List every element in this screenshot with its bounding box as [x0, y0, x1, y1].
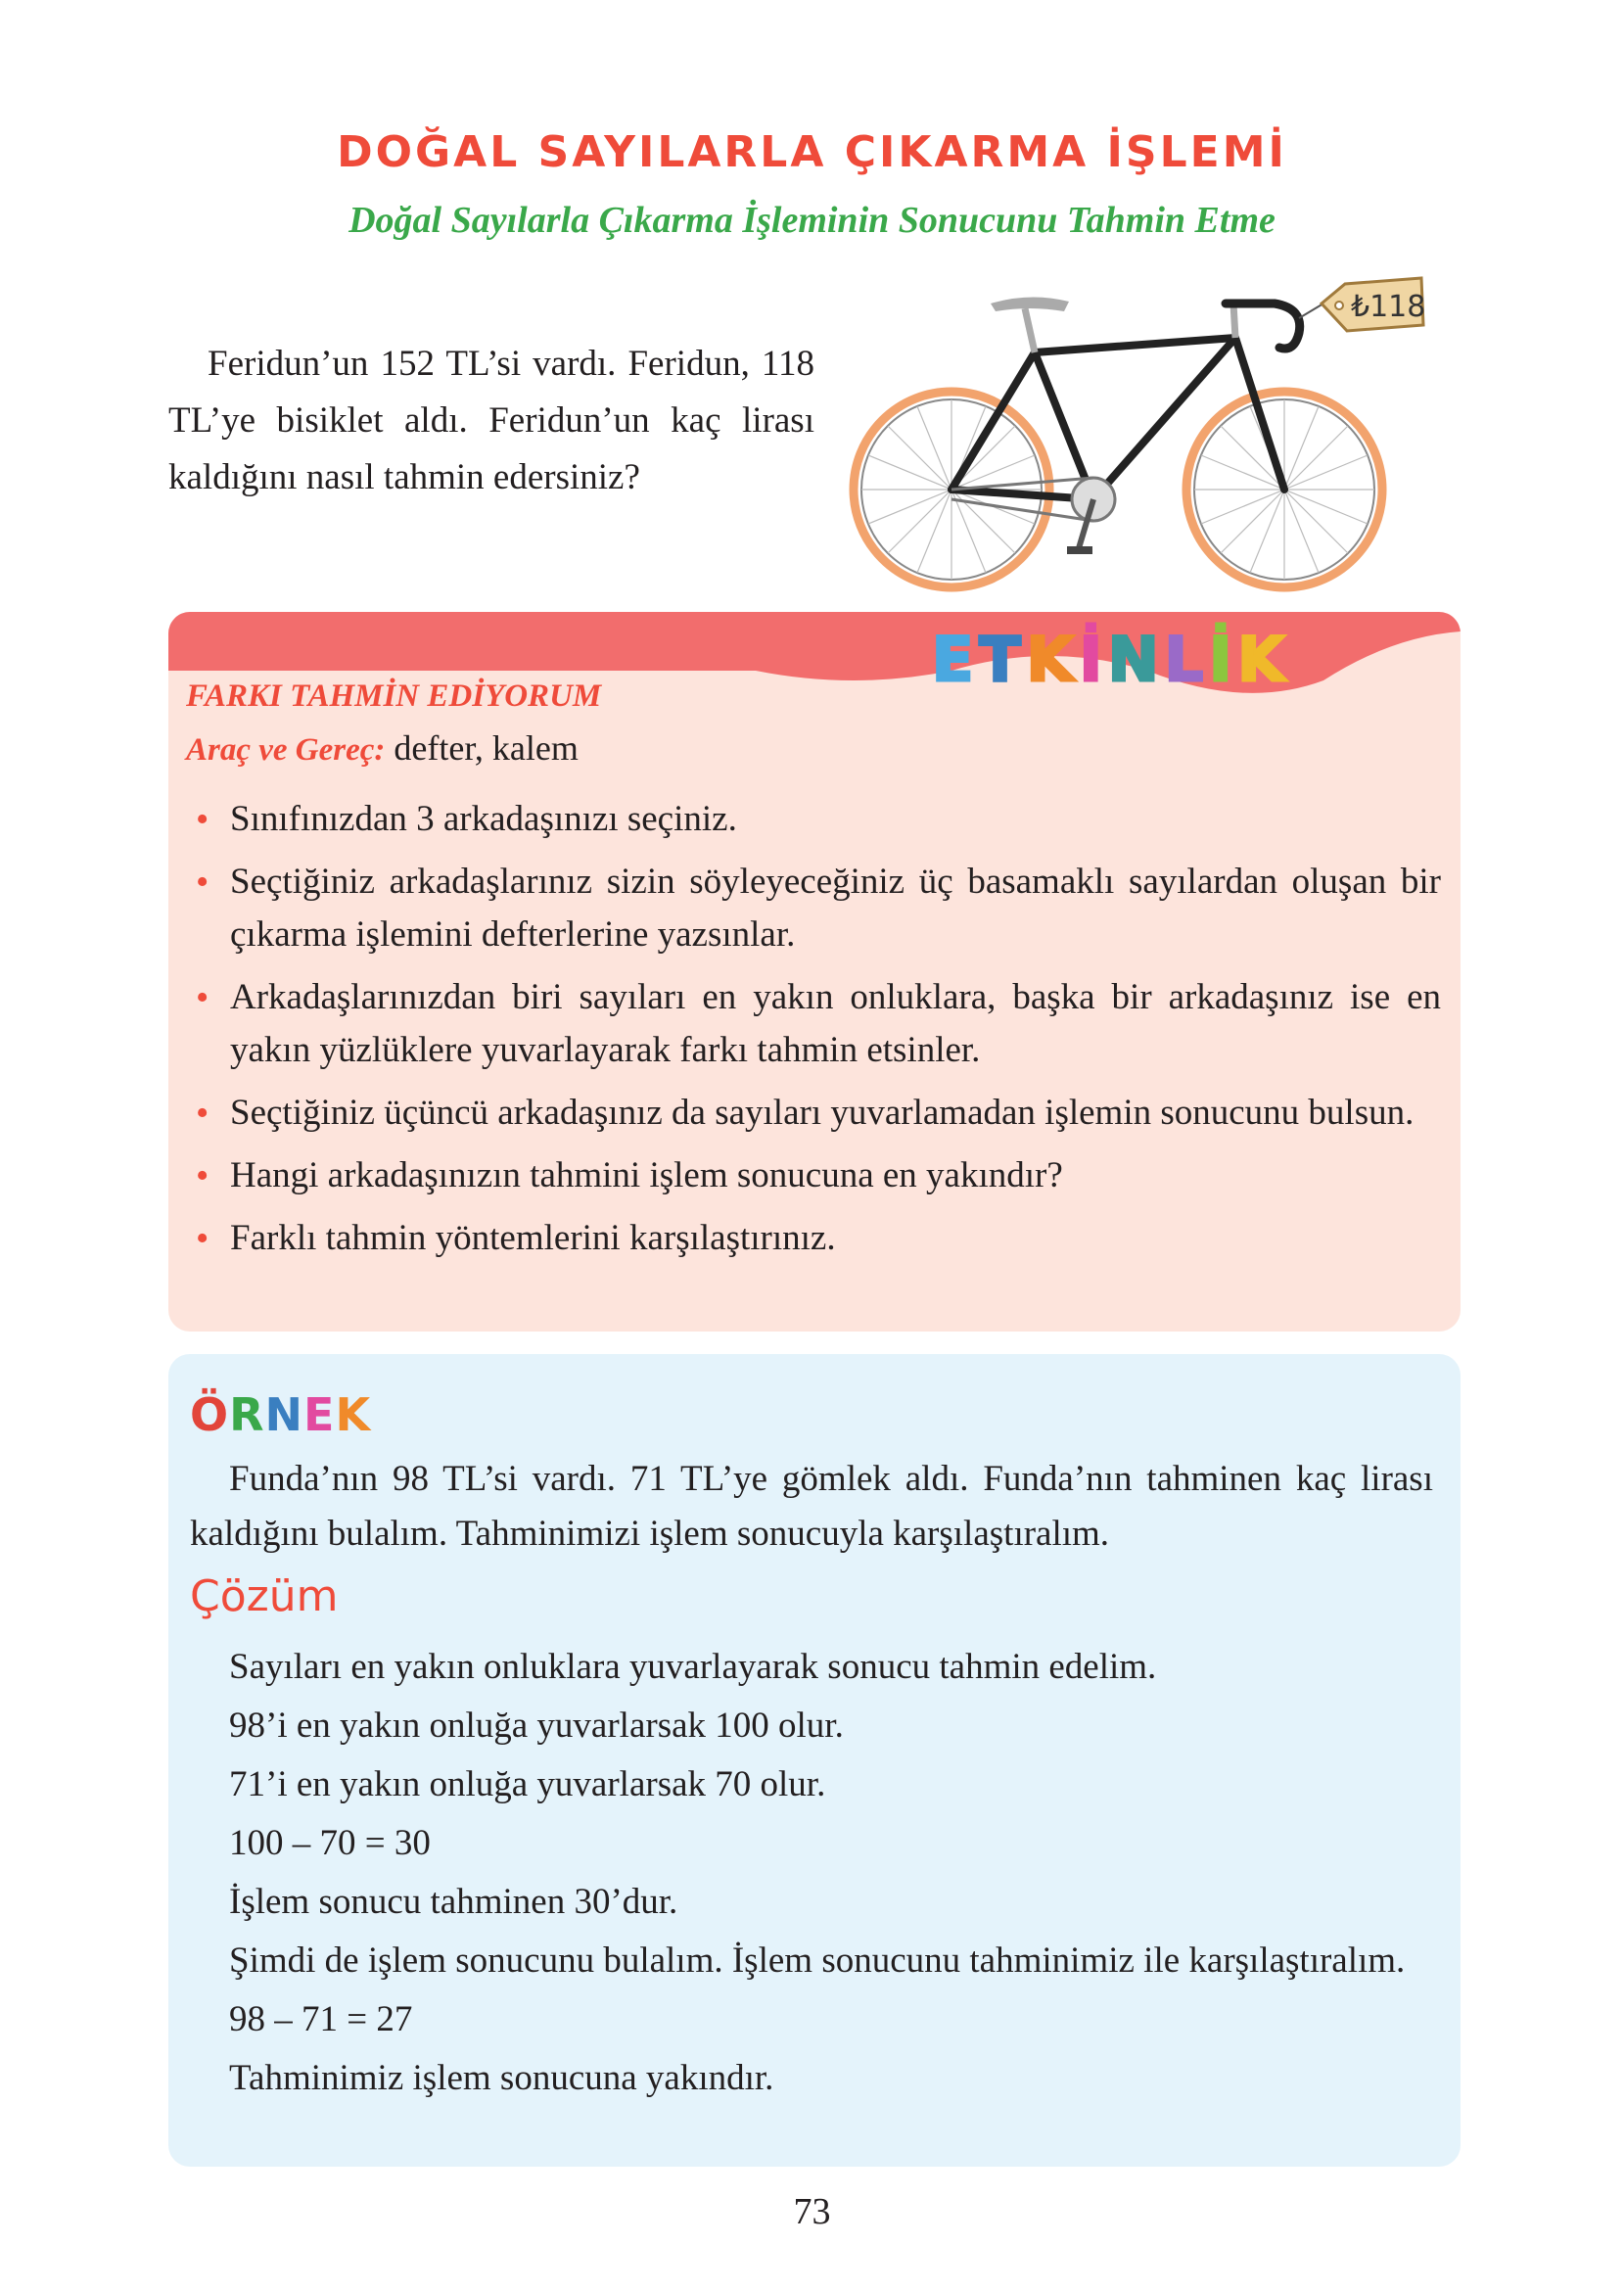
ornek-letter: N — [264, 1388, 304, 1441]
solution-step: 98’i en yakın onluğa yuvarlarsak 100 olur. — [229, 1706, 844, 1746]
ornek-letter: Ö — [190, 1388, 230, 1441]
ornek-text — [190, 1452, 1433, 1562]
tools-value: defter, kalem — [385, 728, 579, 768]
solution-steps — [190, 1638, 1433, 2108]
ornek-title — [190, 1388, 371, 1441]
list-item: • Farklı tahmin yöntemlerini karşılaştırınız. — [196, 1218, 836, 1259]
etkinlik-list — [186, 793, 1441, 1275]
etkinlik-letter: T — [979, 624, 1021, 695]
intro-text: Feridun’un 152 TL’si vardı. Feridun, 118 TL’ye bisiklet aldı. Feridun’un kaç lirası kaldığını nasıl tahmin edersiniz? — [168, 344, 814, 497]
list-item-text: Seçtiğiniz üçüncü arkadaşınız da sayıları yuvarlamadan işlemin sonucunu bulsun. — [230, 1093, 1415, 1133]
page-number: 73 — [793, 2191, 831, 2232]
tools-line — [186, 727, 579, 769]
list-item-text: Farklı tahmin yöntemlerini karşılaştırınız. — [230, 1218, 836, 1258]
solution-step: 71’i en yakın onluğa yuvarlarsak 70 olur. — [229, 1764, 826, 1804]
etkinlik-title: FARKI TAHMİN EDİYORUM — [186, 678, 602, 714]
etkinlik-letter: E — [932, 624, 974, 695]
list-item-text: Seçtiğiniz arkadaşlarınız sizin söyleyeceğiniz üç basamaklı sayılardan oluşan bir çıkarma işlemini defterlerine yazsınlar. — [230, 862, 1441, 955]
list-item: • Seçtiğiniz üçüncü arkadaşınız da sayıları yuvarlamadan işlemin sonucunu bulsun. — [196, 1093, 1415, 1134]
price-tag-text: ₺118 — [1351, 290, 1426, 324]
etkinlik-letter: L — [1164, 624, 1204, 695]
ornek-letter: R — [229, 1388, 265, 1441]
page-title: DOĞAL SAYILARLA ÇIKARMA İŞLEMİ — [337, 127, 1287, 177]
price-tag — [1299, 278, 1425, 331]
etkinlik-box — [168, 612, 1461, 1332]
bicycle-illustration — [844, 264, 1431, 597]
list-item: • Hangi arkadaşınızın tahmini işlem sonucuna en yakındır? — [196, 1155, 1063, 1196]
solution-step: İşlem sonucu tahminen 30’dur. — [229, 1882, 678, 1922]
etkinlik-letter: K — [1026, 624, 1074, 695]
etkinlik-letter: İ — [1209, 624, 1232, 695]
saddle — [991, 297, 1069, 311]
etkinlik-letter: K — [1237, 624, 1285, 695]
list-item-text: Hangi arkadaşınızın tahmini işlem sonucuna en yakındır? — [230, 1155, 1063, 1195]
page-subtitle: Doğal Sayılarla Çıkarma İşleminin Sonucunu Tahmin Etme — [348, 200, 1276, 241]
solution-step: 98 – 71 = 27 — [229, 1999, 413, 2039]
etkinlik-letters — [932, 624, 1284, 712]
solution-step: Tahminimiz işlem sonucuna yakındır. — [229, 2058, 774, 2098]
etkinlik-letter: N — [1107, 624, 1159, 695]
intro-paragraph — [168, 336, 814, 506]
tools-label: Araç ve Gereç: — [186, 732, 386, 768]
solution-step: Sayıları en yakın onluklara yuvarlayarak sonucu tahmin edelim. — [229, 1647, 1157, 1687]
ornek-letter: K — [335, 1388, 372, 1441]
list-item: • Sınıfınızdan 3 arkadaşınızı seçiniz. — [196, 799, 737, 840]
solution-step: 100 – 70 = 30 — [229, 1823, 431, 1863]
list-item-text: Sınıfınızdan 3 arkadaşınızı seçiniz. — [230, 799, 737, 839]
ornek-letter: E — [303, 1388, 336, 1441]
cozum-heading: Çözüm — [190, 1571, 339, 1621]
ornek-paragraph: Funda’nın 98 TL’si vardı. 71 TL’ye gömlek aldı. Funda’nın tahminen kaç lirası kaldığını bulalım. Tahminimizi işlem sonucuyla karşılaştıralım. — [190, 1459, 1433, 1554]
list-item-text: Arkadaşlarınızdan biri sayıları en yakın onluklara, başka bir arkadaşınız ise en yakın yüzlüklere yuvarlayarak farkı tahmin etsinler. — [230, 977, 1441, 1070]
solution-step: Şimdi de işlem sonucunu bulalım. İşlem sonucunu tahminimiz ile karşılaştıralım. — [229, 1940, 1406, 1981]
bike-frame — [951, 338, 1284, 499]
etkinlik-letter: İ — [1079, 624, 1102, 695]
ornek-box — [168, 1354, 1461, 2167]
list-item: • Seçtiğiniz arkadaşlarınız sizin söyleyeceğiniz üç basamaklı sayılardan oluşan bir çıkarma işlemini defterlerine yazsınlar. — [196, 862, 1441, 955]
list-item: • Arkadaşlarınızdan biri sayıları en yakın onluklara, başka bir arkadaşınız ise en yakın yüzlüklere yuvarlayarak farkı tahmin etsinler. — [196, 977, 1441, 1070]
